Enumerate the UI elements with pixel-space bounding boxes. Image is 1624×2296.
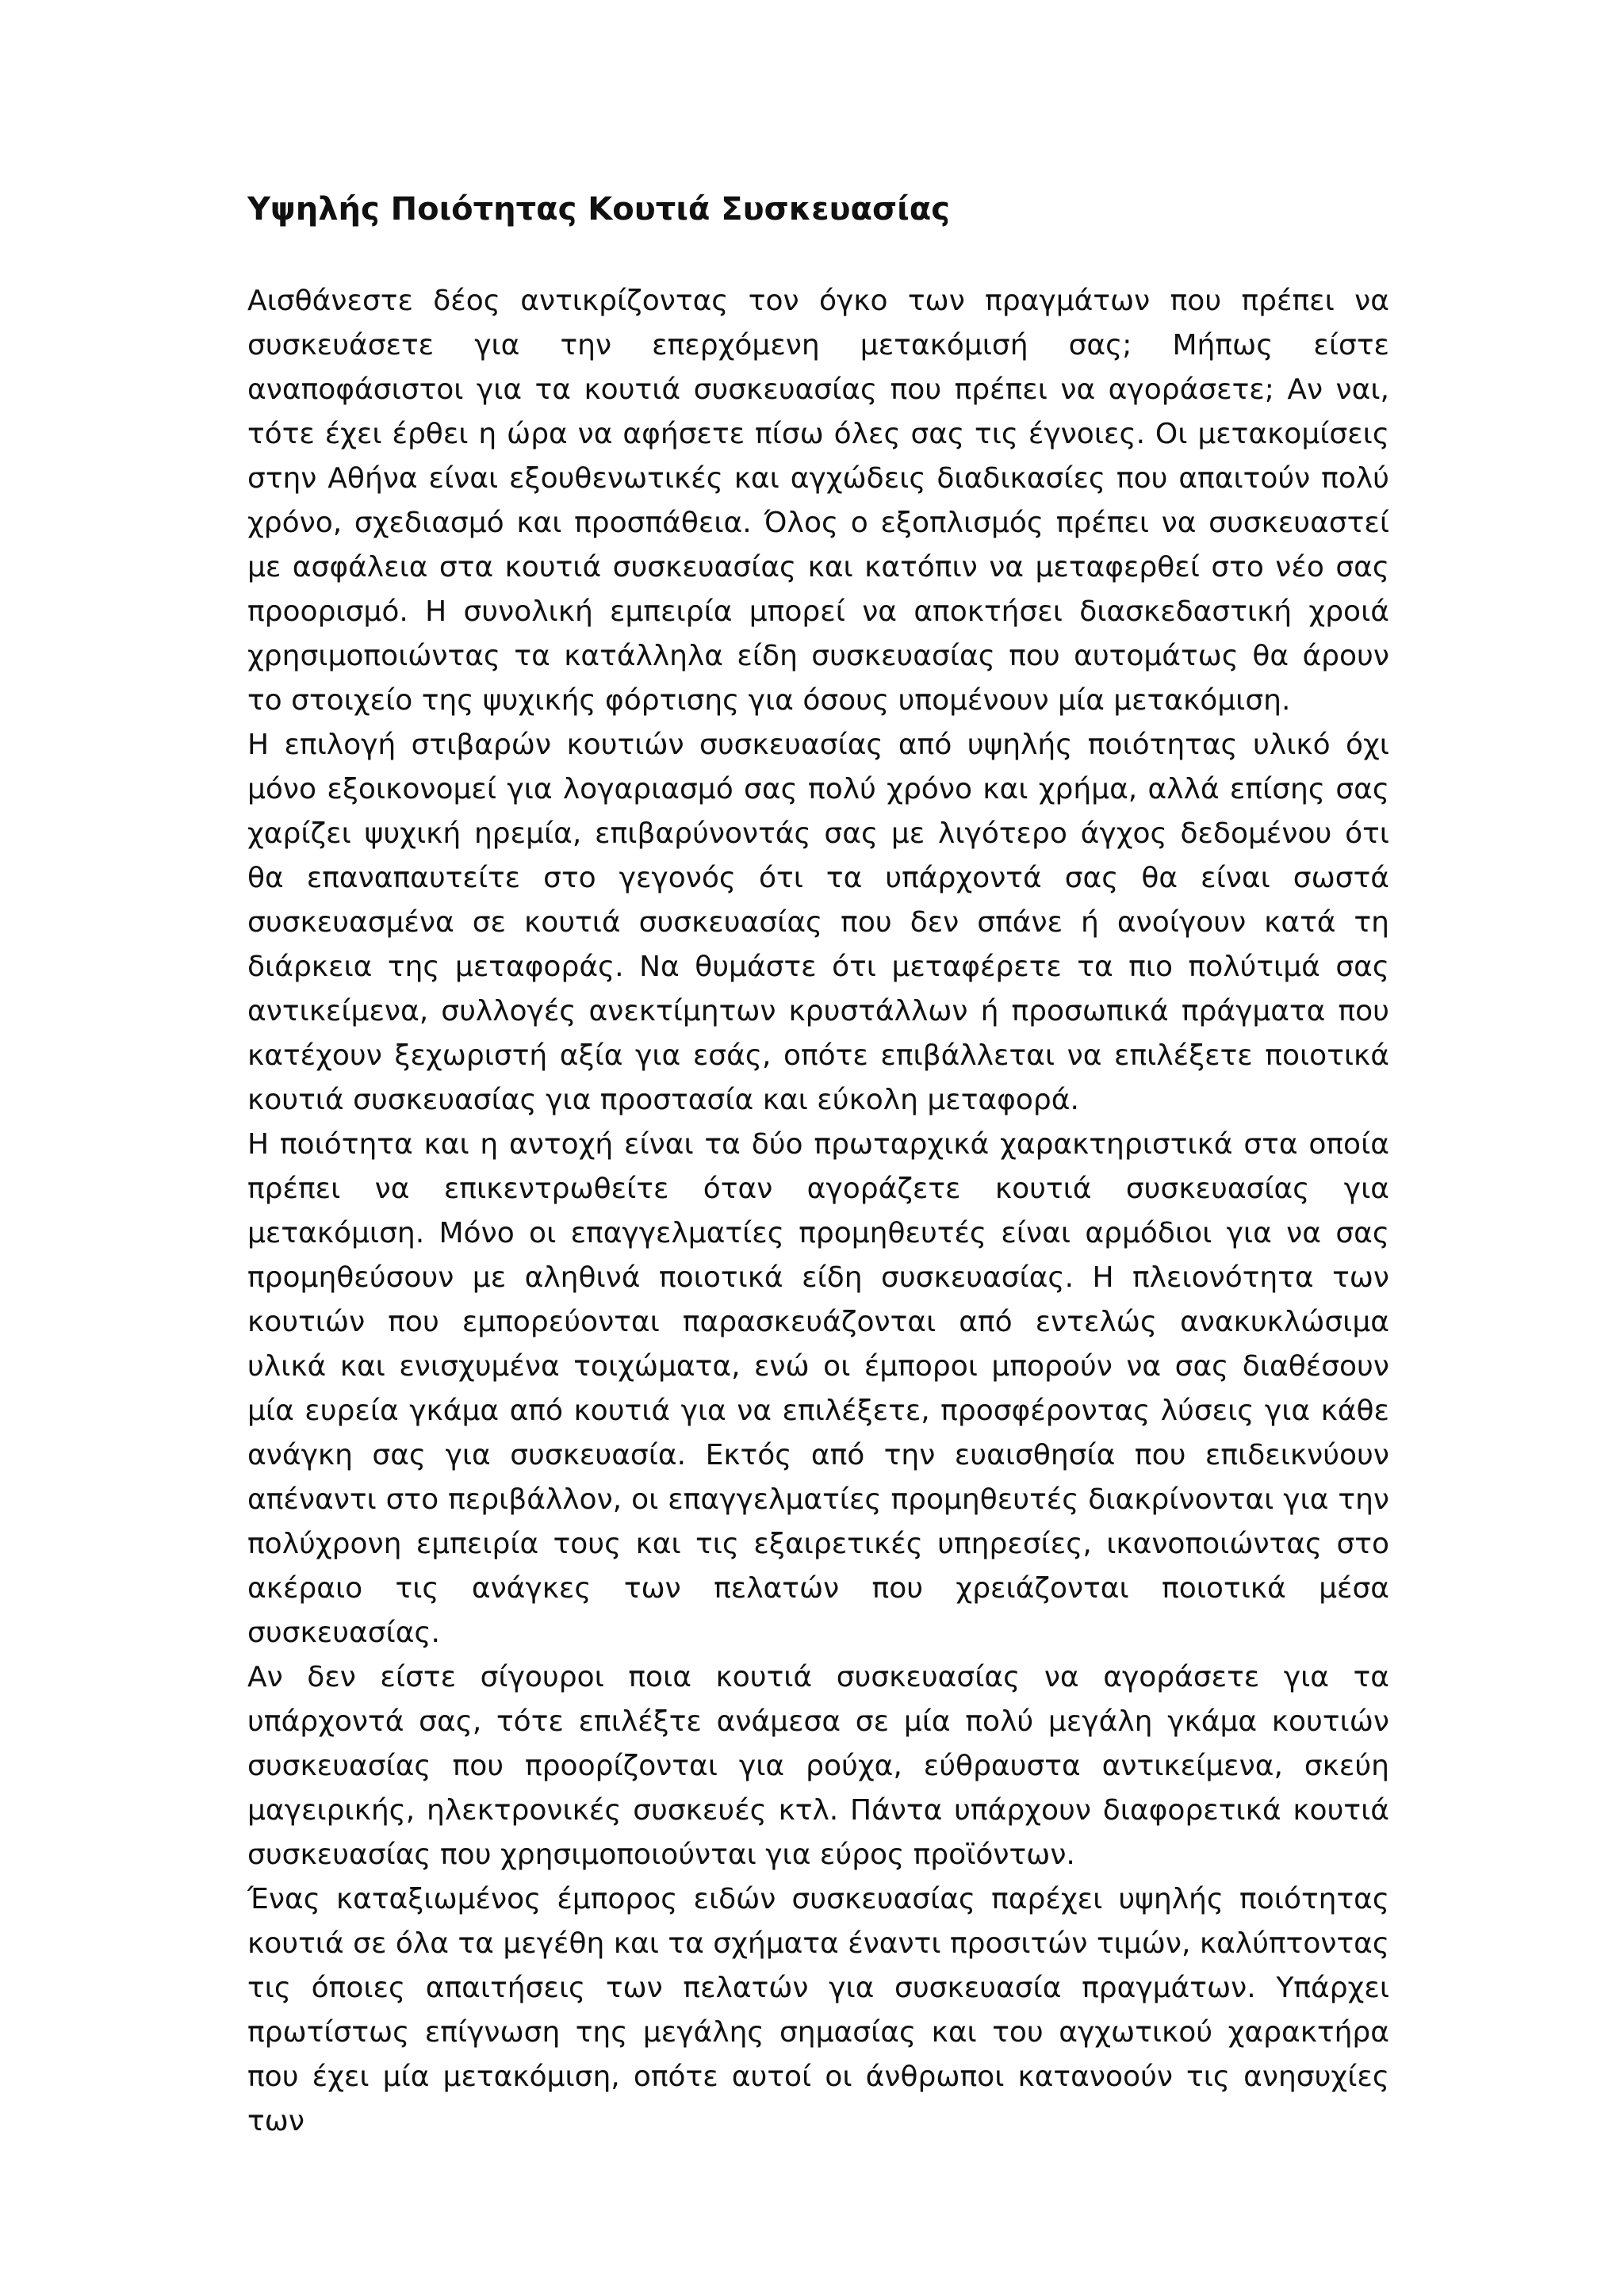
paragraph-4: Αν δεν είστε σίγουροι ποια κουτιά συσκευασίας να αγοράσετε για τα υπάρχοντά σας, τότε επιλέξτε ανάμεσα σε μία πολύ μεγάλη γκάμα κουτιών συσκευασίας που προορίζονται για ρούχα, εύθραυστα αντικείμενα, σκεύη μαγειρικής, ηλεκτρονικές συσκευές κτλ. Πάντα υπάρχουν διαφορετικά κουτιά συσκευασίας που χρησιμοποιούνται για εύρος προϊόντων.	[247, 1661, 1389, 1871]
paragraph-2: Η επιλογή στιβαρών κουτιών συσκευασίας από υψηλής ποιότητας υλικό όχι μόνο εξοικονομεί για λογαριασμό σας πολύ χρόνο και χρήμα, αλλά επίσης σας χαρίζει ψυχική ηρεμία, επιβαρύνοντάς σας με λιγότερο άγχος δεδομένου ότι θα επαναπαυτείτε στο γεγονός ότι τα υπάρχοντά σας θα είναι σωστά συσκευασμένα σε κουτιά συσκευασίας που δεν σπάνε ή ανοίγουν κατά τη διάρκεια της μεταφοράς. Να θυμάστε ότι μεταφέρετε τα πιο πολύτιμά σας αντικείμενα, συλλογές ανεκτίμητων κρυστάλλων ή προσωπικά πράγματα που κατέχουν ξεχωριστή αξία για εσάς, οπότε επιβάλλεται να επιλέξετε ποιοτικά κουτιά συσκευασίας για προστασία και εύκολη μεταφορά.	[247, 729, 1389, 1116]
paragraph-1: Αισθάνεστε δέος αντικρίζοντας τον όγκο των πραγμάτων που πρέπει να συσκευάσετε για την επερχόμενη μετακόμισή σας; Μήπως είστε αναποφάσιστοι για τα κουτιά συσκευασίας που πρέπει να αγοράσετε; Αν ναι, τότε έχει έρθει η ώρα να αφήσετε πίσω όλες σας τις έγνοιες. Οι μετακομίσεις στην Αθήνα είναι εξουθενωτικές και αγχώδεις διαδικασίες που απαιτούν πολύ χρόνο, σχεδιασμό και προσπάθεια. Όλος ο εξοπλισμός πρέπει να συσκευαστεί με ασφάλεια στα κουτιά συσκευασίας και κατόπιν να μεταφερθεί στο νέο σας προορισμό. Η συνολική εμπειρία μπορεί να αποκτήσει διασκεδαστική χροιά χρησιμοποιώντας τα κατάλληλα είδη συσκευασίας που αυτομάτως θα άρουν το στοιχείο της ψυχικής φόρτισης για όσους υπομένουν μία μετακόμιση.	[247, 285, 1389, 717]
document-title: Υψηλής Ποιότητας Κουτιά Συσκευασίας	[247, 191, 950, 228]
paragraph-3: Η ποιότητα και η αντοχή είναι τα δύο πρωταρχικά χαρακτηριστικά στα οποία πρέπει να επικεντρωθείτε όταν αγοράζετε κουτιά συσκευασίας για μετακόμιση. Μόνο οι επαγγελματίες προμηθευτές είναι αρμόδιοι για να σας προμηθεύσουν με αληθινά ποιοτικά είδη συσκευασίας. Η πλειονότητα των κουτιών που εμπορεύονται παρασκευάζονται από εντελώς ανακυκλώσιμα υλικά και ενισχυμένα τοιχώματα, ενώ οι έμποροι μπορούν να σας διαθέσουν μία ευρεία γκάμα από κουτιά για να επιλέξετε, προσφέροντας λύσεις για κάθε ανάγκη σας για συσκευασία. Εκτός από την ευαισθησία που επιδεικνύουν απέναντι στο περιβάλλον, οι επαγγελματίες προμηθευτές διακρίνονται για την πολύχρονη εμπειρία τους και τις εξαιρετικές υπηρεσίες, ικανοποιώντας στο ακέραιο τις ανάγκες των πελατών που χρειάζονται ποιοτικά μέσα συσκευασίας.	[247, 1128, 1389, 1649]
document-body	[247, 187, 1389, 2144]
paragraph-5: Ένας καταξιωμένος έμπορος ειδών συσκευασίας παρέχει υψηλής ποιότητας κουτιά σε όλα τα μεγέθη και τα σχήματα έναντι προσιτών τιμών, καλύπτοντας τις όποιες απαιτήσεις των πελατών για συσκευασία πραγμάτων. Υπάρχει πρωτίστως επίγνωση της μεγάλης σημασίας και του αγχωτικού χαρακτήρα που έχει μία μετακόμιση, οπότε αυτοί οι άνθρωποι κατανοούν τις ανησυχίες των	[247, 1883, 1389, 2137]
